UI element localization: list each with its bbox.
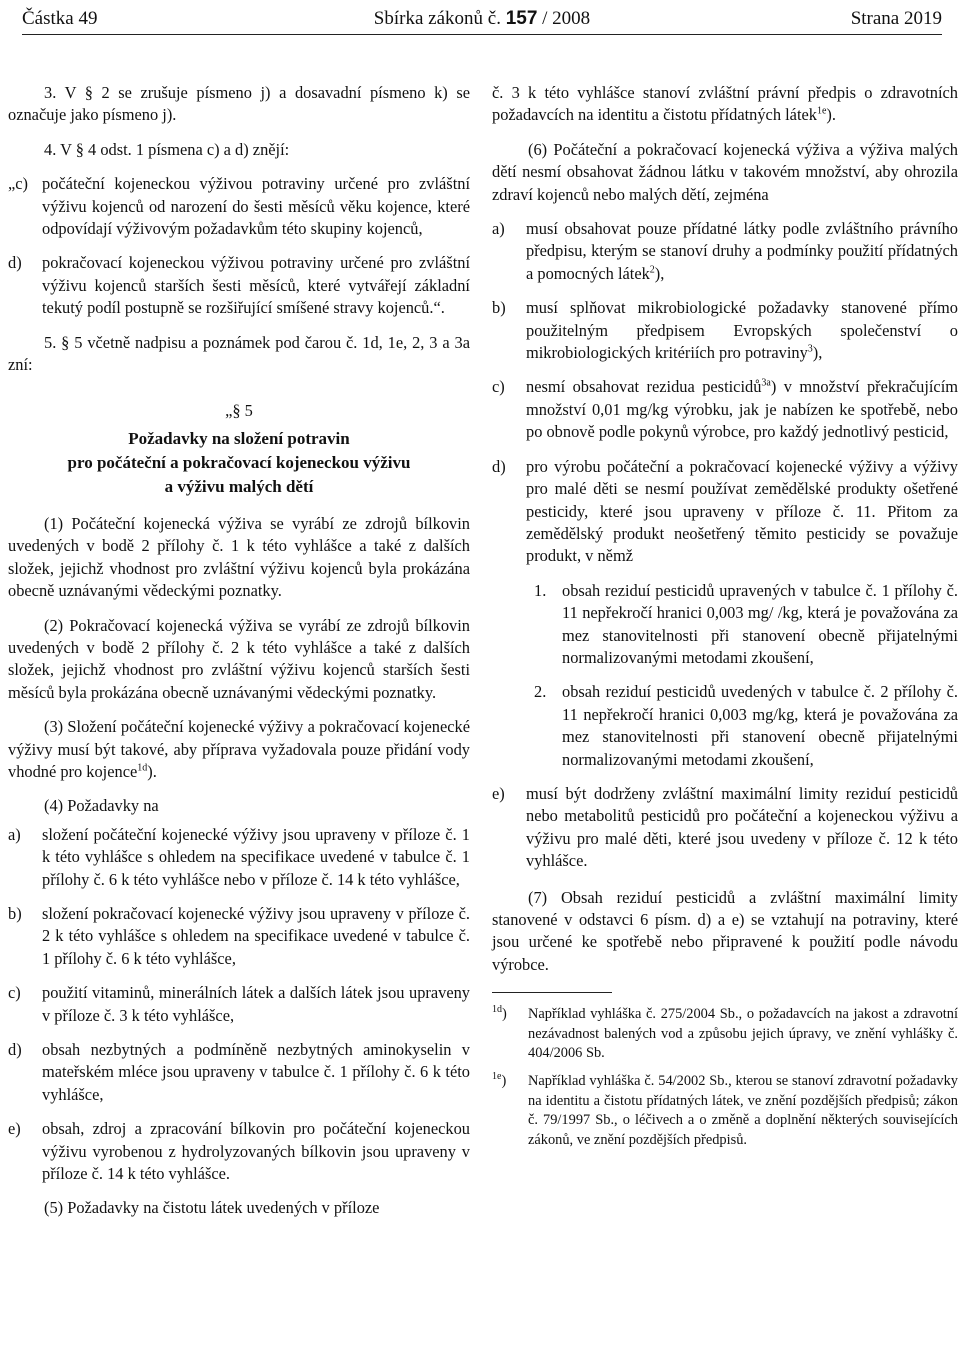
item-end: ), bbox=[654, 263, 665, 283]
section-mark: „§ 5 bbox=[225, 401, 253, 421]
item-text: musí obsahovat pouze přídatné látky podle zvláštního právního předpisu, kterým se stanoví druhy a podmínky použití přídatných a pomocných látek bbox=[526, 219, 958, 283]
item-label: „c) bbox=[8, 174, 29, 194]
issue-number: 157 bbox=[505, 8, 538, 29]
letter-d bbox=[8, 252, 470, 319]
paragraph-end: ). bbox=[147, 761, 157, 781]
footnote-ref: 3a bbox=[761, 378, 771, 389]
item-label: 1. bbox=[534, 580, 547, 600]
footnote bbox=[492, 1005, 958, 1064]
heading-line: a výživu malých dětí bbox=[164, 476, 314, 496]
item-text: pro výrobu počáteční a pokračovací kojenecké výživy a výživy pro malé děti se nesmí používat zemědělské produkty ošetřené pesticidy, které jsou upraveny v příloze č. 11. Přitom za zemědělský produkt neošetřený těmito pesticidy se považuje produkt, v němž bbox=[526, 456, 958, 566]
point-3: 3. V § 2 se zrušuje písmeno j) a dosavadní písmeno k) se označuje jako písmeno j). bbox=[8, 83, 470, 125]
footnote-ref: 1e bbox=[816, 105, 827, 117]
paragraph-1: (1) Počáteční kojenecká výživa se vyrábí ze zdrojů bílkovin uvedených v bodě 2 přílohy č. 1 k této vyhlášce a také z dalších složek, jejichž vhodnost pro zvláštní výživu kojenců byla prokázána obecně uznávanými vědeckými poznatky. bbox=[8, 513, 470, 601]
list-item bbox=[492, 376, 958, 443]
heading-line: pro počáteční a pokračovací kojeneckou výživu bbox=[67, 452, 411, 472]
footnote-mark: $^{1d}$) bbox=[492, 1004, 507, 1023]
list-item bbox=[8, 1039, 470, 1106]
list-item bbox=[8, 903, 470, 970]
item-text: musí být dodrženy zvláštní maximální limity reziduí pesticidů nebo metabolitů pesticidů pro počáteční a kojeneckou výživu a výživu pro malé děti, které jsou uvedeny v příloze č. 12 k této vyhlášce. bbox=[526, 783, 958, 871]
item-label: e) bbox=[8, 1119, 21, 1139]
section-heading bbox=[8, 427, 470, 499]
item-text: obsah nezbytných a podmíněně nezbytných aminokyselin v mateřském mléce jsou upraveny v tabulce č. 1 přílohy č. 6 k této vyhlášce, bbox=[42, 1040, 470, 1104]
item-text: použití vitaminů, minerálních látek a dalších látek jsou upraveny v příloze č. 3 k této vyhlášce, bbox=[42, 983, 470, 1025]
item-label: b) bbox=[492, 298, 506, 318]
footnote-divider bbox=[492, 992, 612, 993]
item-text: obsah reziduí pesticidů upravených v tabulce č. 1 přílohy č. 11 nepřekročí hranici 0,003 mg/ /kg, která je považována za mez stanovitelnosti při stanovení obecně přijatelnými normalizovanými metodami zkoušení, bbox=[562, 580, 958, 667]
item-label: c) bbox=[492, 377, 505, 397]
subitems-list bbox=[492, 580, 958, 771]
heading-line: Požadavky na složení potravin bbox=[128, 428, 350, 448]
list-item bbox=[534, 580, 958, 670]
footnote-ref: 1d bbox=[137, 762, 148, 774]
right-column bbox=[492, 82, 958, 1158]
item-text: obsah reziduí pesticidů uvedených v tabulce č. 2 přílohy č. 11 nepřekročí hranici 0,003 mg/kg, která je považována za mez stanovitelnosti při stanovení obecně přijatelnými normalizovanými metodami zkoušení, bbox=[562, 682, 958, 769]
continuation-end: ). bbox=[826, 105, 836, 125]
item-label: e) bbox=[492, 783, 505, 803]
item-label: c) bbox=[8, 983, 21, 1003]
item-label: a) bbox=[492, 219, 505, 239]
item-text: musí splňovat mikrobiologické požadavky stanovené přímo použitelným předpisem Evropských společenství o mikrobiologických kritériích pro potraviny bbox=[526, 298, 958, 363]
paragraph-6: (6) Počáteční a pokračovací kojenecká výživa a výživa malých dětí nesmí obsahovat žádnou látku v takovém množství, aby ohrozila zdraví kojenců nebo malých dětí, zejména bbox=[492, 139, 958, 204]
header-journal bbox=[22, 8, 942, 30]
item-label: b) bbox=[8, 903, 22, 923]
footnote-number: 1e bbox=[492, 1071, 502, 1083]
journal-name: Sbírka zákonů č. bbox=[373, 8, 501, 29]
list-item bbox=[8, 1118, 470, 1185]
letter-c bbox=[8, 173, 470, 240]
paragraph-text: (3) Složení počáteční kojenecké výživy a pokračovací kojenecké výživy musí být takové, aby příprava vyžadovala pouze přidání vody vhodné pro kojence bbox=[8, 717, 470, 781]
left-column bbox=[8, 82, 470, 1232]
continuation bbox=[492, 82, 958, 127]
paragraph-2: (2) Pokračovací kojenecká výživa se vyrábí ze zdrojů bílkovin uvedených v bodě 2 přílohy č. 2 k této vyhlášce a také z dalších složek, jejichž vhodnost pro zvláštní výživu kojenců starších šesti měsíců byla prokázána obecně uznávanými vědeckými poznatky. bbox=[8, 615, 470, 702]
list-item bbox=[8, 982, 470, 1027]
footnote bbox=[492, 1072, 958, 1150]
item-label: d) bbox=[8, 1040, 22, 1059]
item-end: ), bbox=[812, 343, 823, 363]
item-text: počáteční kojeneckou výživou potraviny určené pro zvláštní výživu kojenců od narození do šesti měsíců věku kojence, které odpovídají výživovým požadavkům této skupiny kojenců, bbox=[42, 174, 470, 239]
paragraph-4: (4) Požadavky na bbox=[44, 796, 159, 816]
point-5: 5. § 5 včetně nadpisu a poznámek pod čarou č. 1d, 1e, 2, 3 a 3a zní: bbox=[8, 332, 470, 375]
footnote-mark: $^{1e}$) bbox=[492, 1071, 507, 1089]
footnotes bbox=[492, 1005, 958, 1150]
footnote-ref: 2 bbox=[649, 264, 655, 276]
footnote-number: 1d bbox=[492, 1004, 502, 1016]
list-item bbox=[492, 297, 958, 364]
footnote-text: Například vyhláška č. 275/2004 Sb., o požadavcích na jakost a zdravotní nezávadnost balených vod a způsobu jejich úpravy, ve znění vyhlášky č. 404/2006 Sb. bbox=[528, 1006, 958, 1062]
conditions-list bbox=[492, 218, 958, 568]
paragraph-5: (5) Požadavky na čistotu látek uvedených v příloze bbox=[44, 1198, 380, 1218]
header-part: Částka 49 bbox=[22, 8, 98, 29]
item-text: pokračovací kojeneckou výživou potraviny určené pro zvláštní výživu kojenců starších šesti měsíců, které vytvářejí základní tekutý podíl postupně se rozšiřující smíšené stravy kojenců.“. bbox=[42, 253, 470, 318]
issue-year: / 2008 bbox=[542, 8, 591, 29]
page-header bbox=[22, 4, 942, 35]
continuation-text: č. 3 k této vyhlášce stanoví zvláštní právní předpis o zdravotních požadavcích na identitu a čistotu přídatných látek bbox=[492, 83, 958, 125]
point-4: 4. V § 4 odst. 1 písmena c) a d) znějí: bbox=[44, 139, 290, 159]
item-label: a) bbox=[8, 824, 21, 844]
item-end: ) v množství překračujícím množství 0,01 mg/kg výrobku, jak je nabízen ke spotřebě, nebo po obnově podle pokynů výrobce, pro každý jednotlivý pesticid, bbox=[526, 377, 959, 442]
header-page: Strana 2019 bbox=[850, 8, 942, 29]
paragraph-7: (7) Obsah reziduí pesticidů a zvláštní maximální limity stanovené v odstavci 6 písm. d) a e) se vztahují na potraviny, které jsou určené ke spotřebě nebo připravené k použití podle návodu výrobce. bbox=[492, 887, 958, 974]
item-text: nesmí obsahovat rezidua pesticidů bbox=[526, 377, 762, 397]
footnote-ref: 3 bbox=[807, 343, 813, 355]
item-text: obsah, zdroj a zpracování bílkovin pro počáteční kojeneckou výživu vyrobenou z hydrolyzovaných bílkovin jsou upraveny v příloze č. 14 k této vyhlášce. bbox=[42, 1119, 470, 1184]
item-text: složení pokračovací kojenecké výživy jsou upraveny v příloze č. 2 k této vyhlášce s ohledem na specifikace uvedené v tabulce č. 1 přílohy č. 6 k této vyhlášce, bbox=[42, 903, 470, 968]
list-item bbox=[492, 456, 958, 568]
paragraph-3 bbox=[8, 716, 470, 783]
item-label: 2. bbox=[534, 682, 547, 702]
list-item bbox=[534, 681, 958, 771]
item-label: d) bbox=[8, 253, 22, 273]
item-label: d) bbox=[492, 456, 506, 476]
list-item bbox=[8, 824, 470, 891]
footnote-text: Například vyhláška č. 54/2002 Sb., kterou se stanoví zdravotní požadavky na identitu a čistotu přídatných látek, ve znění pozdějších předpisů; zákon č. 79/1997 Sb., o léčivech a o změně a doplnění některých souvisejících zákonů, ve znění pozdějších předpisů. bbox=[528, 1073, 958, 1148]
list-item bbox=[492, 218, 958, 285]
item-text: složení počáteční kojenecké výživy jsou upraveny v příloze č. 1 k této vyhlášce s ohledem na specifikace uvedené v tabulce č. 1 přílohy č. 6 k této vyhlášce nebo v příloze č. 14 k této vyhlášce, bbox=[42, 824, 470, 889]
letter-e bbox=[492, 783, 958, 873]
requirements-list bbox=[8, 824, 470, 1186]
